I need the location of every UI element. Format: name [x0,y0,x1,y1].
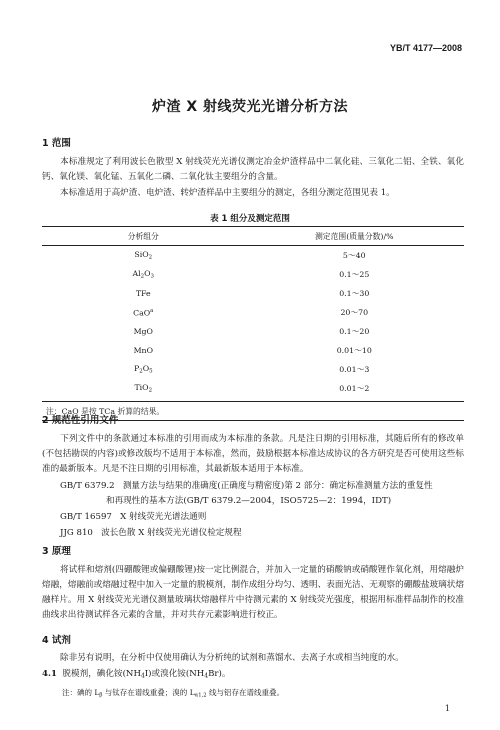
component-cell: $P_2O_5$ [133,364,153,375]
range-cell: 20～70 [340,308,369,317]
document-title: 炉渣 X 射线荧光光谱分析方法 [151,99,349,115]
component-cell: CaO$^a$ [133,307,154,318]
table-row [42,379,464,402]
table-row [42,246,464,266]
range-cell: 0.01～2 [339,384,370,393]
section-2-paragraph: 下列文件中的条款通过本标准的引用而成为本标准的条款。凡是注日期的引用标准，其随后所有的修改单(不包括勘误的内容)或修改版均不适用于本标准，然而，鼓励根据本标准达成协议的各方研究是否可使用这些标准的最新版本。凡是不注日期的引用标准，其最新版本适用于本标准。 [42,434,464,474]
table-row [42,284,464,303]
section-3-heading: 3 原理 [42,546,71,557]
section-1-paragraph-1: 本标准规定了利用波长色散型 X 射线荧光光谱仪测定冶金炉渣样品中二氧化硅、三氧化二铝、全铁、氧化钙、氧化镁、氧化锰、五氧化二磷、二氧化钛主要组分的含量。 [42,157,464,182]
section-3-paragraph: 将试样和熔剂(四硼酸锂或偏硼酸锂)按一定比例混合，并加入一定量的硝酸钠或硝酸锂作氧化剂，用熔融炉熔融，熔融前或熔融过程中加入一定量的脱模剂，制作成组分均匀、透明、表面光洁、无观察的硼酸盐玻璃状熔融样片。用 X 射线荧光光谱仪测量玻璃状熔融样片中待测元素的 X 射线荧光强度，根据用标准样品制作的校准曲线求出待测试样各元素的含量，并对共存元素影响进行校正。 [42,565,464,620]
table-row [42,265,464,284]
table-row [42,322,464,341]
range-cell: 0.1～20 [339,327,370,336]
reference-item: JJG 810 波长色散 X 射线荧光光谱仪检定规程 [60,528,242,538]
table-header-range: 测定范围(质量分数)/% [245,227,464,246]
reference-item: GB/T 6379.2 测量方法与结果的准确度(正确度与精密度)第 2 部分：确定标准测量方法的重复性 [60,481,433,491]
component-cell: $Al_2O_3$ [132,269,155,280]
range-cell: 0.01～3 [339,365,370,374]
section-4-paragraph: 除非另有说明，在分析中仅使用确认为分析纯的试剂和蒸馏水、去离子水或相当纯度的水。 [60,653,404,663]
reagent-footnote: 注：碘的 $L_\beta$ 与钛存在谱线重叠；溴的 $L_{\alpha 1,2}$ 线与铝存在谱线重叠。 [62,688,284,699]
section-2-heading: 2 规范性引用文件 [42,415,119,426]
reagent-item-4-1: 4.1 脱模剂，碘化铵$(NH_4I)$或溴化铵$(NH_4Br)$。 [42,669,231,680]
standard-number: YB/T 4177—2008 [389,43,462,53]
component-cell: MnO [133,346,153,355]
table-note: 注：CaO 是按 TCa 折算的结果。 [42,402,464,421]
table-header-component: 分析组分 [42,227,245,246]
reference-item: GB/T 16597 X 射线荧光光谱法通则 [60,512,207,522]
section-4-heading: 4 试剂 [42,635,71,646]
table-row [42,341,464,360]
section-1-heading: 1 范围 [42,138,71,149]
component-cell: MgO [133,327,153,336]
section-1-paragraph-2: 本标准适用于高炉渣、电炉渣、转炉渣样品中主要组分的测定，各组分测定范围见表 1。 [60,188,395,198]
range-cell: 0.1～30 [339,289,370,298]
component-cell: TiO$_2$ [134,383,153,394]
table-1 [42,226,464,421]
table-1-caption: 表 1 组分及测定范围 [210,214,290,224]
reference-item-continued: 和再现性的基本方法(GB/T 6379.2—2004，ISO5725—2：1994，IDT) [106,496,392,506]
component-cell: SiO$_2$ [134,250,153,261]
component-cell: TFe [135,289,151,298]
table-row [42,303,464,322]
page-number: 1 [444,704,450,713]
range-cell: 0.1～25 [339,270,370,279]
range-cell: 0.01～10 [336,346,372,355]
range-cell: 5～40 [342,251,366,260]
table-row [42,360,464,379]
